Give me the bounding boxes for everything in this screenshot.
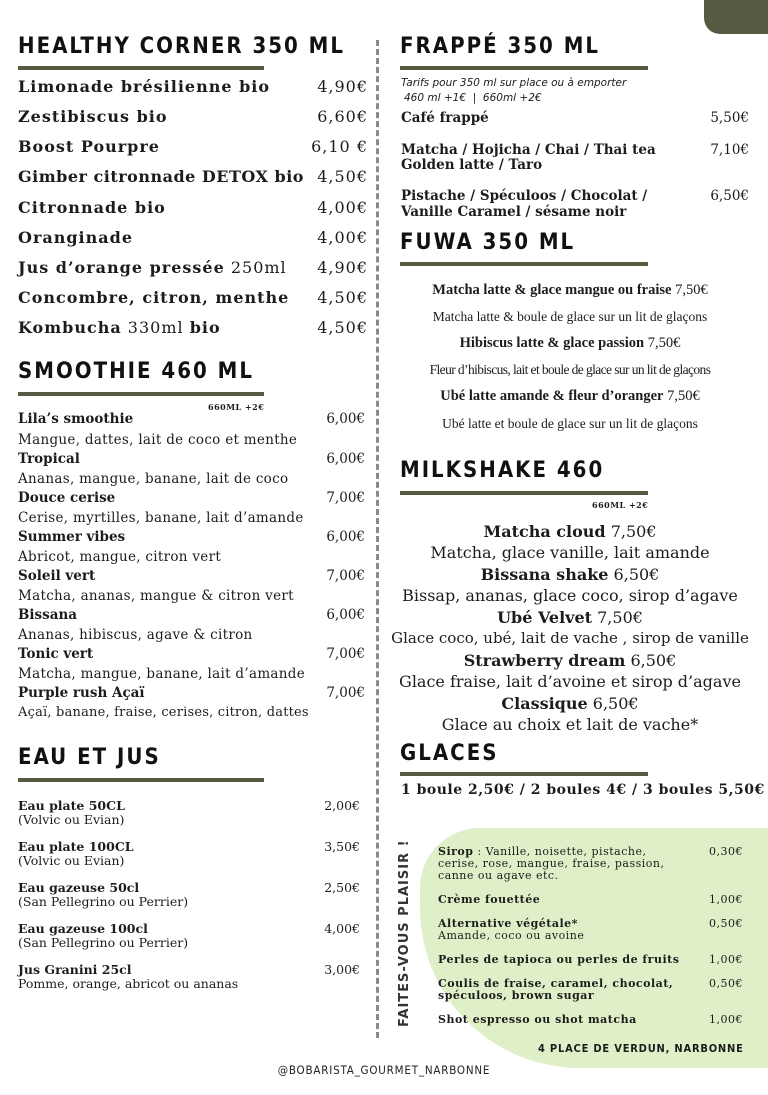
item-description: Fleur d’hibiscus, lait et boule de glace sur un lit de glaçons xyxy=(429,362,711,377)
menu-item: Jus d’orange pressée 250ml 4,90€ xyxy=(18,258,368,277)
menu-item: Gimber citronnade DETOX bio 4,50€ xyxy=(18,167,368,186)
item-description: (Volvic ou Evian) xyxy=(18,812,125,827)
item-description: Matcha, glace vanille, lait amande xyxy=(430,543,710,562)
menu-item: Tonic vert 7,00€ xyxy=(18,646,365,662)
menu-item: Boost Pourpre 6,10 € xyxy=(18,137,368,156)
menu-item: Classique 6,50€ xyxy=(501,694,639,713)
extra-name-line2: spéculoos, brown sugar xyxy=(438,989,595,1002)
item-description: Ubé latte et boule de glace sur un lit de glaçons xyxy=(442,416,698,431)
frappe-size-note: 460 ml +1€ | 660ml +2€ xyxy=(404,92,542,104)
menu-item: Lila’s smoothie 6,00€ xyxy=(18,411,365,427)
section-title-eau: EAU ET JUS xyxy=(18,745,161,770)
menu-item: Limonade brésilienne bio 4,90€ xyxy=(18,77,368,96)
extra-item: Sirop : Vanille, noisette, pistache, 0,30€ xyxy=(438,845,743,858)
section-title-frappe: FRAPPÉ 350 ML xyxy=(400,34,601,59)
item-description: Pomme, orange, abricot ou ananas xyxy=(18,976,239,991)
item-description: Cerise, myrtilles, banane, lait d’amande xyxy=(18,510,304,526)
social-handle[interactable]: @BOBARISTA_GOURMET_NARBONNE xyxy=(277,1063,491,1077)
extra-item: Coulis de fraise, caramel, chocolat, 0,50€ xyxy=(438,977,743,990)
size-note: 660ML +2€ xyxy=(208,402,265,412)
menu-item: Café frappé 5,50€ xyxy=(401,110,749,126)
menu-item: Purple rush Açaï 7,00€ xyxy=(18,685,365,701)
section-title-smoothie: SMOOTHIE 460 ML xyxy=(18,359,254,384)
item-description: Matcha latte & boule de glace sur un lit de glaçons xyxy=(432,309,708,324)
item-description: Glace coco, ubé, lait de vache , sirop de vanille xyxy=(391,629,749,647)
menu-item: Ubé latte amande & fleur d’oranger 7,50€ xyxy=(440,388,700,404)
section-title-glaces: GLACES xyxy=(400,741,499,766)
item-description: Mangue, dattes, lait de coco et menthe xyxy=(18,432,298,448)
item-name-line2: Golden latte / Taro xyxy=(401,157,543,173)
extra-item: Alternative végétale* 0,50€ xyxy=(438,917,743,930)
extra-item: Crème fouettée 1,00€ xyxy=(438,893,743,906)
extra-item: Shot espresso ou shot matcha 1,00€ xyxy=(438,1013,743,1026)
item-description: Matcha, mangue, banane, lait d’amande xyxy=(18,666,305,682)
menu-item: Matcha cloud 7,50€ xyxy=(483,522,657,541)
item-description: (Volvic ou Evian) xyxy=(18,853,125,868)
menu-item: Douce cerise 7,00€ xyxy=(18,490,365,506)
section-underline xyxy=(400,66,648,70)
menu-item: Eau plate 100CL 3,50€ xyxy=(18,839,360,854)
extra-item: Perles de tapioca ou perles de fruits 1,00€ xyxy=(438,953,743,966)
section-underline xyxy=(400,772,648,776)
address: 4 PLACE DE VERDUN, NARBONNE xyxy=(538,1042,744,1055)
section-underline xyxy=(400,262,648,266)
menu-item: Summer vibes 6,00€ xyxy=(18,529,365,545)
menu-item: Eau plate 50CL 2,00€ xyxy=(18,798,360,813)
section-title-healthy: HEALTHY CORNER 350 ML xyxy=(18,34,345,59)
section-underline xyxy=(18,778,264,782)
item-description: Bissap, ananas, glace coco, sirop d’agave xyxy=(402,586,738,605)
menu-item: Oranginade 4,00€ xyxy=(18,228,368,247)
menu-item: Citronnade bio 4,00€ xyxy=(18,198,368,217)
menu-item: Bissana shake 6,50€ xyxy=(480,565,660,584)
extra-description: cerise, rose, mangue, fraise, passion, xyxy=(438,857,665,870)
glaces-prices: 1 boule 2,50€ / 2 boules 4€ / 3 boules 5,50€ xyxy=(401,782,765,798)
section-title-milkshake: MILKSHAKE 460 xyxy=(400,458,605,483)
menu-item: Soleil vert 7,00€ xyxy=(18,568,365,584)
frappe-note: Tarifs pour 350 ml sur place ou à emporter xyxy=(401,77,627,89)
item-description: Açaï, banane, fraise, cerises, citron, dattes xyxy=(18,705,309,720)
item-description: Matcha, ananas, mangue & citron vert xyxy=(18,588,294,604)
extras-vertical-label: FAITES-VOUS PLAISIR ! xyxy=(397,839,412,1027)
item-description: (San Pellegrino ou Perrier) xyxy=(18,894,189,909)
item-description: Glace au choix et lait de vache* xyxy=(441,715,699,734)
section-title-fuwa: FUWA 350 ML xyxy=(400,230,576,255)
menu-item: Jus Granini 25cl 3,00€ xyxy=(18,962,360,977)
section-underline xyxy=(18,392,264,396)
menu-item: Kombucha 330ml bio 4,50€ xyxy=(18,318,368,337)
size-note: 660ML +2€ xyxy=(592,500,649,510)
menu-item: Bissana 6,00€ xyxy=(18,607,365,623)
item-description: Ananas, hibiscus, agave & citron xyxy=(18,627,253,643)
column-divider xyxy=(376,40,379,1038)
menu-item: Matcha / Hojicha / Chai / Thai tea 7,10€ xyxy=(401,142,749,158)
extra-description: canne ou agave etc. xyxy=(438,869,559,882)
menu-item: Strawberry dream 6,50€ xyxy=(463,651,677,670)
menu-item: Eau gazeuse 50cl 2,50€ xyxy=(18,880,360,895)
menu-item: Zestibiscus bio 6,60€ xyxy=(18,107,368,126)
extra-description: Amande, coco ou avoine xyxy=(438,929,585,942)
item-description: (San Pellegrino ou Perrier) xyxy=(18,935,189,950)
menu-item: Tropical 6,00€ xyxy=(18,451,365,467)
menu-item: Hibiscus latte & glace passion 7,50€ xyxy=(459,335,681,351)
menu-item: Concombre, citron, menthe 4,50€ xyxy=(18,288,368,307)
menu-item: Matcha latte & glace mangue ou fraise 7,50€ xyxy=(432,282,708,298)
item-description: Abricot, mangue, citron vert xyxy=(18,549,222,565)
item-name-line2: Vanille Caramel / sésame noir xyxy=(401,204,627,220)
menu-item: Eau gazeuse 100cl 4,00€ xyxy=(18,921,360,936)
menu-item: Pistache / Spéculoos / Chocolat / 6,50€ xyxy=(401,188,749,204)
item-description: Ananas, mangue, banane, lait de coco xyxy=(18,471,289,487)
corner-decoration xyxy=(704,0,768,34)
section-underline xyxy=(400,491,648,495)
item-description: Glace fraise, lait d’avoine et sirop d’agave xyxy=(399,672,741,691)
section-underline xyxy=(18,66,264,70)
menu-item: Ubé Velvet 7,50€ xyxy=(497,608,643,627)
